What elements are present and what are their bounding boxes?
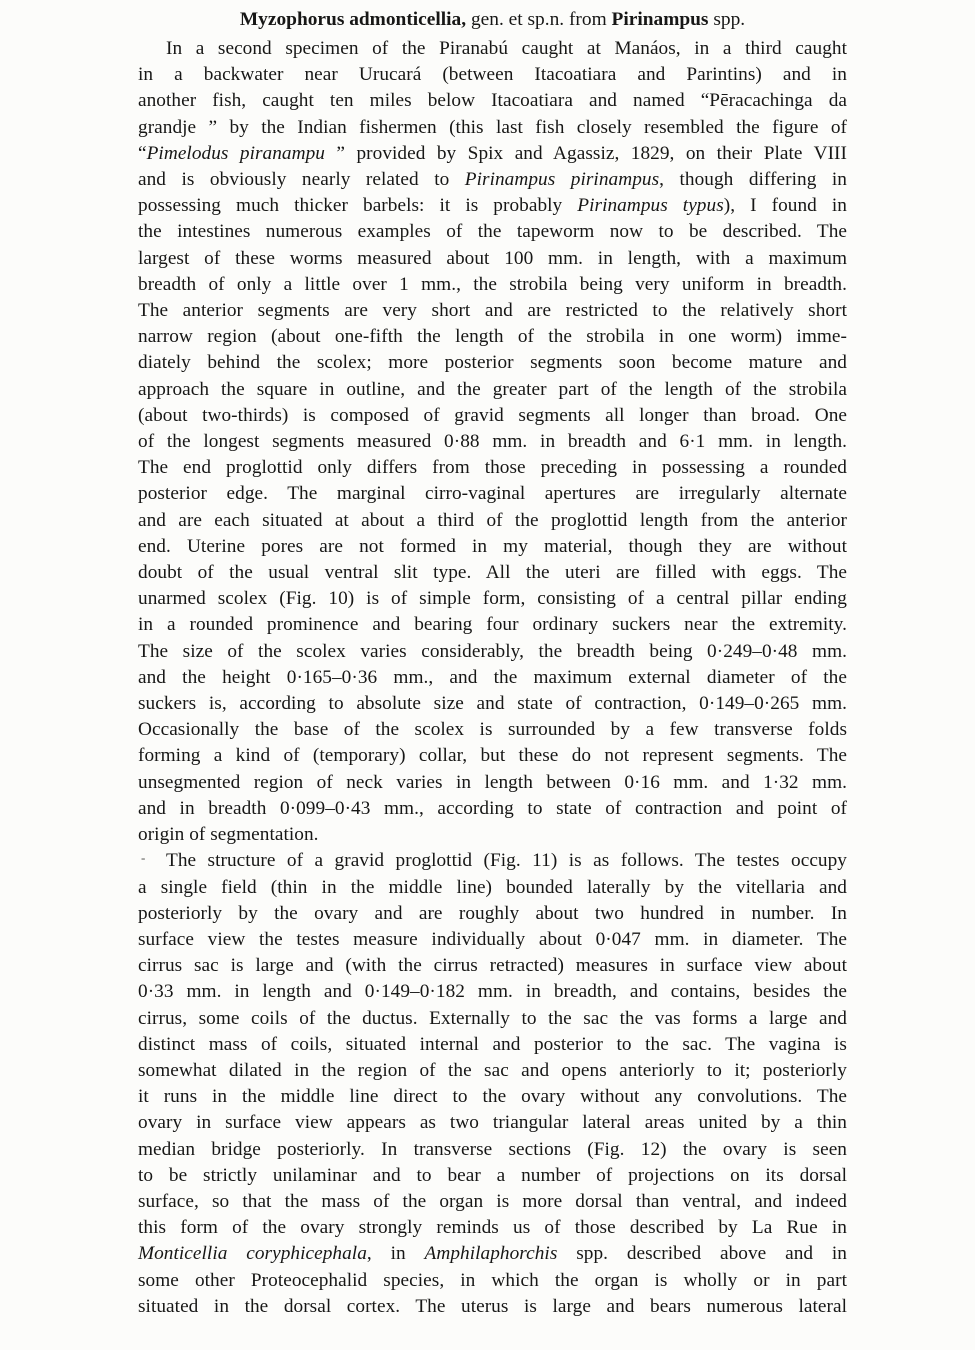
text-run: a single field (thin in the middle line) bounded laterally by the vitellaria and <box>138 876 847 898</box>
text-run: and the height 0·165–0·36 mm., and the maximum external diameter of the <box>138 666 847 688</box>
text-run: grandje ” by the Indian fishermen (this last fish closely resembled the figure of <box>138 116 847 138</box>
text-run: , though differing in <box>659 169 847 191</box>
text-line <box>138 1163 847 1189</box>
text-run: spp. <box>708 9 746 30</box>
text-run: cirrus sac is large and (with the cirrus retracted) measures in surface view about <box>138 955 847 977</box>
text-run: and is obviously nearly related to <box>138 169 465 191</box>
text-line <box>138 1110 847 1136</box>
text-line <box>138 560 847 586</box>
text-run: (about two-thirds) is composed of gravid segments all longer than broad. One <box>138 404 847 426</box>
text-run: cirrus, some coils of the ductus. Externally to the sac the vas forms a large and <box>138 1007 847 1029</box>
text-line <box>138 88 847 114</box>
text-run: of the longest segments measured 0·88 mm. in breadth and 6·1 mm. in length. <box>138 431 847 453</box>
text-line <box>138 1268 847 1294</box>
document-body <box>138 36 847 1320</box>
text-line <box>138 193 847 219</box>
text-line <box>138 901 847 927</box>
text-run: posterior edge. The marginal cirro-vaginal apertures are irregularly alternate <box>138 483 847 505</box>
text-run: The structure of a gravid proglottid (Fig. 11) is as follows. The testes occupy <box>166 850 847 872</box>
text-line <box>138 455 847 481</box>
text-run: in a backwater near Urucará (between Itacoatiara and Parintins) and in <box>138 64 847 86</box>
text-run: The end proglottid only differs from those preceding in possessing a rounded <box>138 457 847 479</box>
text-line <box>138 534 847 560</box>
italic-run: Pimelodus piranampu <box>146 142 325 164</box>
text-line <box>138 272 847 298</box>
text-line <box>138 298 847 324</box>
text-run: somewhat dilated in the region of the sac and opens anteriorly to it; posteriorly <box>138 1059 847 1081</box>
italic-run: Pirinampus typus <box>577 195 724 217</box>
text-line <box>138 953 847 979</box>
text-run: possessing much thicker barbels: it is probably <box>138 195 578 217</box>
text-line <box>138 219 847 245</box>
text-line <box>138 1241 847 1267</box>
text-line <box>138 1006 847 1032</box>
text-run: In a second specimen of the Piranabú caught at Manáos, in a third caught <box>166 38 847 59</box>
text-run: posteriorly by the ovary and are roughly about two hundred in number. In <box>138 902 847 924</box>
text-run: narrow region (about one-fifth the length of the strobila in one worm) imme- <box>138 326 847 348</box>
text-run: 0·33 mm. in length and 0·149–0·182 mm. in breadth, and contains, besides the <box>138 981 847 1003</box>
text-line <box>138 481 847 507</box>
text-run: and in breadth 0·099–0·43 mm., according to state of contraction and point of <box>138 797 847 819</box>
text-line <box>138 822 847 848</box>
text-line <box>138 848 847 874</box>
text-run: suckers is, according to absolute size and state of contraction, 0·149–0·265 mm. <box>138 693 847 715</box>
text-line <box>138 1215 847 1241</box>
bold-run: Pirinampus <box>611 9 709 30</box>
text-line <box>138 796 847 822</box>
text-run: ), I found in <box>723 195 847 217</box>
text-line <box>138 875 847 901</box>
text-line <box>138 377 847 403</box>
text-run: largest of these worms measured about 100 mm. in length, with a maximum <box>138 247 847 269</box>
text-run: the intestines numerous examples of the tapeworm now to be described. The <box>138 221 847 243</box>
text-run: surface, so that the mass of the organ is more dorsal than ventral, and indeed <box>138 1190 847 1212</box>
text-run: it runs in the middle line direct to the ovary without any convolutions. The <box>138 1086 847 1108</box>
text-line <box>138 167 847 193</box>
text-line <box>138 115 847 141</box>
text-run: another fish, caught ten miles below Itacoatiara and named “Pēracachinga da <box>138 90 847 112</box>
scan-artifact-mark: - <box>141 850 146 865</box>
text-line <box>138 36 847 62</box>
text-run: end. Uterine pores are not formed in my material, though they are without <box>138 535 847 557</box>
text-line <box>138 612 847 638</box>
page-title <box>138 6 847 33</box>
text-run: and are each situated at about a third of the proglottid length from the anterior <box>138 509 847 531</box>
text-run: ” provided by Spix and Agassiz, 1829, on their Plate VIII <box>324 142 847 164</box>
text-run: doubt of the usual ventral slit type. All the uteri are filled with eggs. The <box>138 562 847 584</box>
text-block <box>138 6 847 1320</box>
text-line <box>138 141 847 167</box>
text-run: The size of the scolex varies considerably, the breadth being 0·249–0·48 mm. <box>138 640 847 662</box>
text-line <box>138 927 847 953</box>
text-run: unarmed scolex (Fig. 10) is of simple form, consisting of a central pillar ending <box>138 588 847 610</box>
text-line <box>138 1032 847 1058</box>
text-line <box>138 1137 847 1163</box>
text-line <box>138 350 847 376</box>
text-line <box>138 246 847 272</box>
text-line <box>138 1084 847 1110</box>
text-run: Occasionally the base of the scolex is surrounded by a few transverse folds <box>138 719 847 741</box>
text-run: spp. described above and in <box>557 1243 847 1265</box>
text-run: median bridge posteriorly. In transverse sections (Fig. 12) the ovary is seen <box>138 1138 847 1160</box>
text-line <box>138 1294 847 1320</box>
text-run: diately behind the scolex; more posterior segments soon become mature and <box>138 352 847 374</box>
text-run: some other Proteocephalid species, in which the organ is wholly or in part <box>138 1269 847 1291</box>
text-run: ovary in surface view appears as two triangular lateral areas united by a thin <box>138 1112 847 1134</box>
italic-run: Monticellia coryphicephala <box>138 1243 367 1265</box>
italic-run: Amphilaphorchis <box>424 1243 558 1265</box>
text-line <box>138 665 847 691</box>
text-line <box>138 691 847 717</box>
text-line <box>138 403 847 429</box>
text-run: situated in the dorsal cortex. The uterus is large and bears numerous lateral <box>138 1295 847 1317</box>
text-run: to be strictly unilaminar and to bear a number of projections on its dorsal <box>138 1164 847 1186</box>
text-line <box>138 1189 847 1215</box>
italic-run: Pirinampus pirinampus <box>464 169 660 191</box>
text-run: this form of the ovary strongly reminds us of those described by La Rue in <box>138 1217 847 1239</box>
text-run: gen. et sp.n. from <box>466 9 612 30</box>
text-run: “ <box>138 142 147 164</box>
text-line <box>138 770 847 796</box>
text-line <box>138 1058 847 1084</box>
text-line <box>138 324 847 350</box>
text-line <box>138 979 847 1005</box>
text-run: unsegmented region of neck varies in length between 0·16 mm. and 1·32 mm. <box>138 771 847 793</box>
text-line <box>138 717 847 743</box>
text-line <box>138 586 847 612</box>
text-line <box>138 508 847 534</box>
text-line <box>138 639 847 665</box>
text-run: distinct mass of coils, situated internal and posterior to the sac. The vagina is <box>138 1033 847 1055</box>
bold-run: Myzophorus admonticellia, <box>239 9 467 30</box>
text-line <box>138 62 847 88</box>
text-line <box>138 429 847 455</box>
text-run: origin of segmentation. <box>138 824 319 846</box>
text-run: surface view the testes measure individually about 0·047 mm. in diameter. The <box>138 928 847 950</box>
text-run: breadth of only a little over 1 mm., the strobila being very uniform in breadth. <box>138 273 847 295</box>
text-run: approach the square in outline, and the greater part of the length of the strobila <box>138 378 847 400</box>
text-run: in a rounded prominence and bearing four ordinary suckers near the extremity. <box>138 614 847 636</box>
text-run: The anterior segments are very short and are restricted to the relatively short <box>138 300 847 322</box>
text-run: forming a kind of (temporary) collar, but these do not represent segments. The <box>138 745 847 767</box>
text-line <box>138 743 847 769</box>
text-run: , in <box>366 1243 425 1265</box>
